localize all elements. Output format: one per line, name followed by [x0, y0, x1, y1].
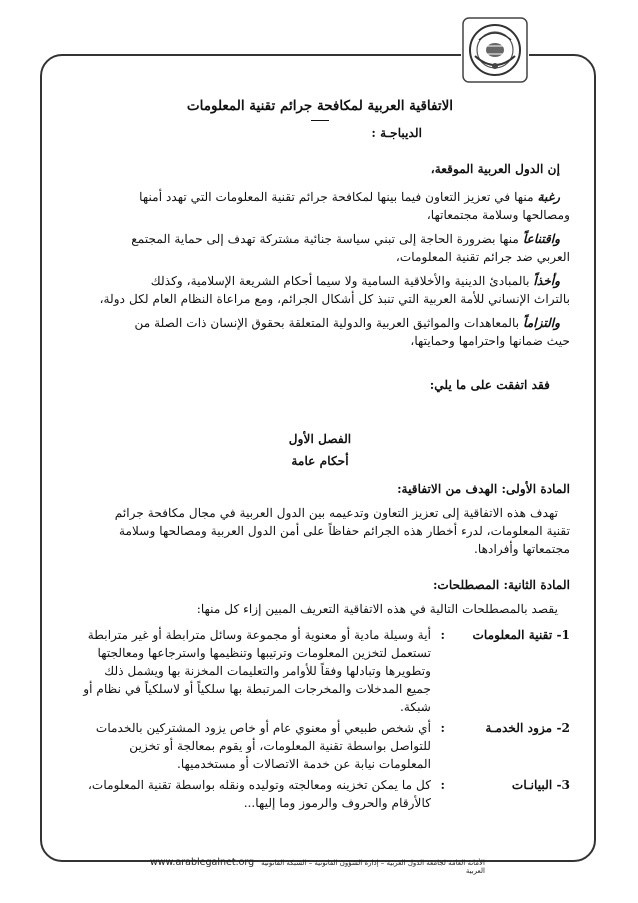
- article-2-heading: المادة الثانية: المصطلحات:: [432, 578, 570, 592]
- chapter-subtitle: أحكام عامة: [291, 454, 349, 468]
- preamble-paragraph-3: [70, 272, 570, 290]
- definition-colon: :: [440, 721, 445, 735]
- preamble-paragraph-1-cont: ومصالحها وسلامة مجتمعاتها،: [426, 208, 570, 222]
- paragraph-text: بالمبادئ الدينية والأخلاقية السامية ولا سيما أحكام الشريعة الإسلامية، وكذلك: [150, 274, 530, 288]
- definition-colon: :: [440, 628, 445, 642]
- definitions-list: [70, 626, 570, 812]
- definition-item: [70, 719, 570, 773]
- lead-word: واقتناعاً: [522, 232, 560, 246]
- definition-line: كل ما يمكن تخزينه ومعالجته وتوليده ونقله بواسطة تقنية المعلومات،: [88, 778, 431, 792]
- lead-word: وأخذاً: [533, 274, 560, 288]
- definition-line: وتطويرها وتبادلها وفقاً للأوامر والتعليمات المخزنة بها ويشمل ذلك: [104, 664, 431, 678]
- document-title: الاتفاقية العربية لمكافحة جرائم تقنية المعلومات: [186, 98, 454, 114]
- agreement-statement: فقد اتفقت على ما يلي:: [429, 378, 550, 392]
- definition-term: 2- مزود الخدمـة: [485, 721, 570, 735]
- title-underline: [311, 120, 329, 121]
- preamble-paragraph-4-cont: حيث ضمانها واحترامها وحمايتها،: [410, 334, 570, 348]
- document-body: [70, 98, 570, 812]
- paragraph-text: بالمعاهدات والمواثيق العربية والدولية المتعلقة بحقوق الإنسان ذات الصلة من: [134, 316, 520, 330]
- definition-term: 1- تقنية المعلومات: [472, 628, 570, 642]
- definition-line: تستعمل لتخزين المعلومات وترتيبها وتنظيمها واسترجاعها ومعالجتها: [97, 646, 431, 660]
- definition-line: للتواصل بواسطة تقنية المعلومات، أو يقوم بمعالجة أو تخزين: [129, 739, 431, 753]
- emblem-icon: [461, 16, 529, 84]
- definition-line: المعلومات نيابة عن خدمة الاتصالات أو مستخدميها.: [176, 757, 431, 771]
- page-footer: [150, 857, 485, 875]
- definition-line: أية وسيلة مادية أو معنوية أو مجموعة وسائل مترابطة أو غير مترابطة: [87, 628, 431, 642]
- article-2-intro: يقصد بالمصطلحات التالية في هذه الاتفاقية التعريف المبين إزاء كل منها:: [196, 602, 558, 616]
- definition-line: كالأرقام والحروف والرموز وما إليها...: [243, 796, 431, 810]
- definition-line: شبكة.: [399, 700, 431, 714]
- preamble-paragraph-1: [70, 188, 570, 206]
- arab-league-emblem: [461, 16, 529, 84]
- definition-text: [70, 626, 431, 716]
- preamble-paragraph-3-cont: بالتراث الإنساني للأمة العربية التي تنبذ كل أشكال الجرائم، ومع مراعاة النظام العام لكل دولة،: [99, 292, 570, 306]
- article-1-heading: المادة الأولى: الهدف من الاتفاقية:: [397, 482, 570, 496]
- footer-organization: الأمانة العامة لجامعة الدول العربية – إدارة الشؤون القانونية – الشبكة القانونية العربية: [261, 859, 485, 875]
- preamble-paragraph-4: [70, 314, 570, 332]
- paragraph-text: منها في تعزيز التعاون فيما بينها لمكافحة جرائم تقنية المعلومات التي تهدد أمنها: [139, 190, 534, 204]
- preamble-states: إن الدول العربية الموقعة،: [430, 162, 560, 176]
- preamble-paragraph-2-cont: العربي ضد جرائم تقنية المعلومات،: [395, 250, 570, 264]
- definition-line: أي شخص طبيعي أو معنوي عام أو خاص يزود المشتركين بالخدمات: [95, 721, 431, 735]
- article-1-line-3: مجتمعاتها وأفرادها.: [474, 542, 570, 556]
- article-1-line-1: تهدف هذه الاتفاقية إلى تعزيز التعاون وتدعيمه بين الدول العربية في مجال مكافحة جرائم: [114, 506, 558, 520]
- definition-text: [70, 776, 431, 812]
- chapter-title: الفصل الأول: [288, 432, 352, 446]
- definition-term: 3- البيانـات: [511, 778, 570, 792]
- footer-url-link[interactable]: www.arablegalnet.org: [150, 857, 255, 868]
- definition-item: [70, 626, 570, 716]
- preamble-paragraph-2: [70, 230, 570, 248]
- lead-word: رغبة: [537, 190, 560, 204]
- definition-line: جميع المدخلات والمخرجات المرتبطة بها سلكياً أو لاسلكياً في نظام أو: [83, 682, 431, 696]
- definition-text: [70, 719, 431, 773]
- paragraph-text: منها بضرورة الحاجة إلى تبني سياسة جنائية مشتركة تهدف إلى حماية المجتمع: [131, 232, 519, 246]
- preamble-label: الديباجـة :: [371, 126, 422, 140]
- lead-word: والتزاماً: [522, 316, 560, 330]
- definition-item: [70, 776, 570, 812]
- article-1-line-2: تقنية المعلومات، لدرء أخطار هذه الجرائم حفاظاً على أمن الدول العربية ومصالحها وسلامة: [118, 524, 570, 538]
- definition-colon: :: [440, 778, 445, 792]
